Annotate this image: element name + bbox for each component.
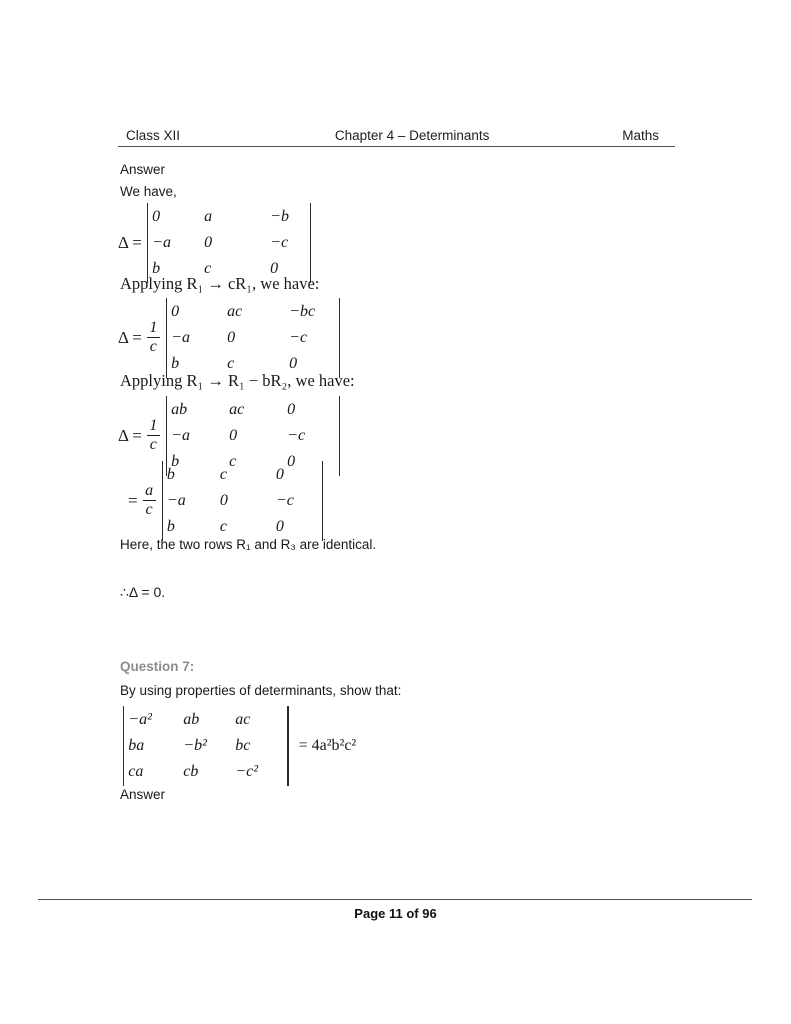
matrix-cell: c	[219, 466, 227, 483]
matrix-cell: −b²	[183, 736, 207, 754]
matrix-cell: c	[219, 517, 227, 535]
matrix-cell: −c	[275, 491, 294, 509]
matrix-right-bar	[287, 706, 288, 786]
matrix-cell: 0	[219, 491, 228, 509]
matrix-cell: 0	[229, 426, 238, 444]
matrix-cell: ac	[235, 711, 251, 728]
answer-label-2: Answer	[120, 787, 166, 802]
matrix-cell: 0	[289, 354, 298, 372]
matrix-cell: −a	[171, 426, 190, 444]
determinant-5-matrix	[123, 706, 289, 786]
matrix-right-bar	[322, 461, 323, 541]
matrix-cell: 0	[152, 208, 161, 225]
question-label: Question 7:	[120, 659, 195, 674]
determinant-1-prefix: Δ =	[118, 232, 142, 252]
matrix-cell: −c	[270, 233, 289, 251]
matrix-cell: 0	[275, 466, 284, 483]
determinant-4-fraction	[140, 483, 159, 519]
step-2-operation: Applying R₁ → R₁ − bR₂, we have:	[120, 371, 355, 390]
determinant-2-fraction	[144, 320, 163, 356]
matrix-cell: −a	[166, 491, 186, 509]
fraction-denominator: c	[149, 338, 157, 356]
matrix-cell: b	[166, 466, 175, 483]
determinant-1	[118, 203, 311, 283]
matrix-cell: ba	[128, 736, 145, 754]
matrix-cell: −c²	[235, 762, 258, 780]
fraction-numerator: 1	[149, 417, 158, 434]
step-1-operation: Applying R₁ → cR₁, we have:	[120, 274, 320, 293]
fraction-numerator: 1	[149, 319, 158, 336]
matrix-cell: b	[171, 354, 180, 372]
matrix-cell: ac	[229, 401, 245, 418]
determinant-2-matrix	[166, 298, 341, 378]
matrix-cell: a	[204, 208, 213, 225]
matrix-cell: −c	[289, 328, 308, 346]
fraction-denominator: c	[149, 436, 157, 454]
matrix-cell: ab	[171, 401, 188, 418]
fraction-denominator: c	[145, 501, 153, 519]
matrix-cell: −bc	[289, 303, 316, 320]
matrix-cell: 0	[171, 303, 180, 320]
matrix-right-bar	[339, 396, 340, 476]
matrix-right-bar	[339, 298, 340, 378]
footer-divider	[38, 899, 752, 900]
matrix-cell: 0	[204, 233, 213, 251]
matrix-cell: ab	[183, 711, 200, 728]
determinant-3-prefix: Δ =	[118, 425, 142, 445]
matrix-cell: 0	[287, 452, 296, 470]
header-class: Class XII	[126, 128, 181, 143]
matrix-cell: −a	[152, 233, 171, 251]
answer-label-1: Answer	[120, 162, 166, 177]
determinant-4-matrix	[162, 461, 324, 541]
matrix-cell: −a	[171, 328, 190, 346]
header-chapter: Chapter 4 – Determinants	[334, 128, 490, 143]
footer-page-number: Page 11 of 96	[354, 906, 437, 921]
determinant-2	[118, 298, 340, 378]
matrix-cell: 0	[227, 328, 236, 346]
determinant-1-matrix	[147, 203, 312, 283]
we-have-text: We have,	[120, 184, 177, 199]
matrix-cell: 0	[270, 259, 279, 277]
determinant-5-result: = 4a²b²c²	[298, 736, 357, 754]
matrix-cell: ca	[128, 762, 144, 780]
matrix-cell: −a²	[128, 711, 152, 728]
identical-rows-text: Here, the two rows R₁ and R₃ are identical.	[120, 537, 377, 552]
page-header	[118, 128, 675, 147]
header-subject: Maths	[622, 128, 659, 143]
matrix-cell: ac	[227, 303, 243, 320]
determinant-2-prefix: Δ =	[118, 327, 142, 347]
matrix-cell: b	[171, 452, 180, 470]
conclusion-text: ∴Δ = 0.	[120, 584, 166, 600]
determinant-3-fraction	[144, 418, 163, 454]
determinant-5	[120, 706, 356, 786]
matrix-cell: 0	[287, 401, 296, 418]
determinant-4-prefix: =	[128, 490, 138, 510]
matrix-cell: cb	[183, 762, 199, 780]
matrix-cell: −c	[287, 426, 306, 444]
matrix-cell: 0	[275, 517, 284, 535]
question-text: By using properties of determinants, show that:	[120, 683, 402, 698]
matrix-cell: b	[152, 259, 161, 277]
matrix-cell: −b	[270, 208, 289, 225]
matrix-cell: c	[204, 259, 212, 277]
determinant-4	[128, 461, 323, 541]
matrix-right-bar	[310, 203, 311, 283]
matrix-cell: c	[229, 452, 237, 470]
matrix-cell: c	[227, 354, 235, 372]
matrix-cell: b	[166, 517, 175, 535]
fraction-numerator: a	[145, 482, 154, 499]
matrix-cell: bc	[235, 736, 251, 754]
